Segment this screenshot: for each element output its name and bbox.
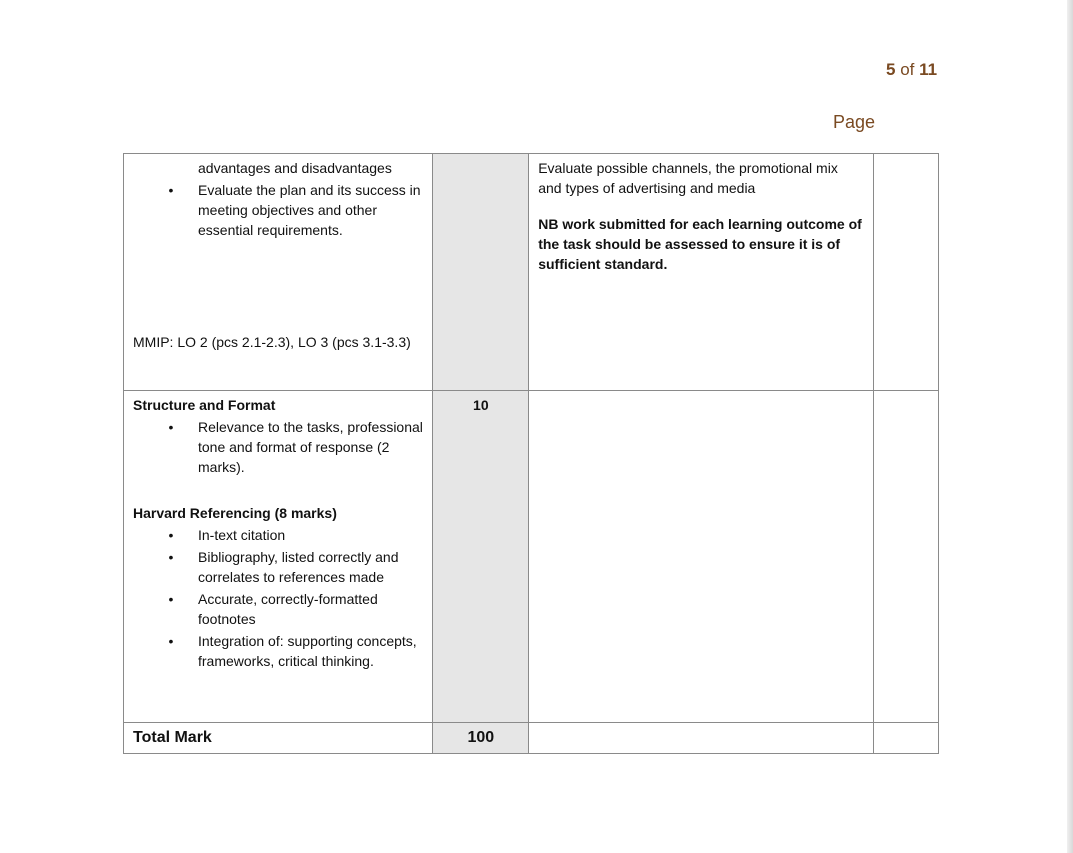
bullet-icon: • (168, 182, 174, 198)
total-value-cell (433, 723, 529, 754)
page-current: 5 (886, 60, 896, 79)
bullet-text: Accurate, correctly-formatted footnotes (198, 591, 378, 627)
bullet-icon: • (168, 633, 174, 649)
guidance-cell (529, 154, 874, 391)
list-item (133, 631, 423, 671)
bullet-text: Bibliography, listed correctly and correlates to references made (198, 549, 399, 585)
page-label: Page (833, 112, 876, 132)
list-item (133, 417, 423, 477)
marking-rubric-table (123, 153, 939, 754)
continued-line: advantages and disadvantages (198, 160, 392, 176)
total-label: Total Mark (133, 729, 212, 746)
bullet-icon: • (168, 549, 174, 565)
list-item (133, 180, 423, 240)
page-counter (886, 60, 937, 80)
score-cell (874, 391, 939, 723)
table-row (124, 723, 939, 754)
page-edge (1067, 0, 1073, 853)
list-item (133, 547, 423, 587)
harvard-heading: Harvard Referencing (8 marks) (133, 505, 337, 521)
guidance-nb: NB work submitted for each learning outcome of the task should be assessed to ensure it is of sufficient standard. (538, 216, 862, 272)
bullet-text: In-text citation (198, 527, 286, 543)
score-cell (874, 723, 939, 754)
structure-heading: Structure and Format (133, 397, 276, 413)
guidance-cell (529, 391, 874, 723)
bullet-icon: • (168, 527, 174, 543)
table-row (124, 154, 939, 391)
criteria-cell (124, 154, 433, 391)
total-value: 100 (467, 729, 495, 746)
guidance-cell (529, 723, 874, 754)
list-item (133, 525, 423, 545)
page-total: 11 (919, 60, 938, 79)
total-label-cell (124, 723, 433, 754)
page-of: of (900, 60, 915, 79)
learning-outcome-ref: MMIP: LO 2 (pcs 2.1-2.3), LO 3 (pcs 3.1-3.3) (133, 334, 411, 350)
marks-cell (433, 154, 529, 391)
score-cell (874, 154, 939, 391)
list-item (133, 589, 423, 629)
structure-marks: 10 (473, 397, 489, 413)
bullet-text: Integration of: supporting concepts, frameworks, critical thinking. (198, 633, 417, 669)
marks-cell (433, 391, 529, 723)
bullet-icon: • (168, 419, 174, 435)
table-row (124, 391, 939, 723)
bullet-icon: • (168, 591, 174, 607)
guidance-text: Evaluate possible channels, the promotional mix and types of advertising and media (538, 160, 838, 196)
bullet-text: Relevance to the tasks, professional tone and format of response (2 marks). (198, 419, 423, 475)
criteria-cell (124, 391, 433, 723)
bullet-text: Evaluate the plan and its success in meeting objectives and other essential requirements. (198, 182, 421, 238)
